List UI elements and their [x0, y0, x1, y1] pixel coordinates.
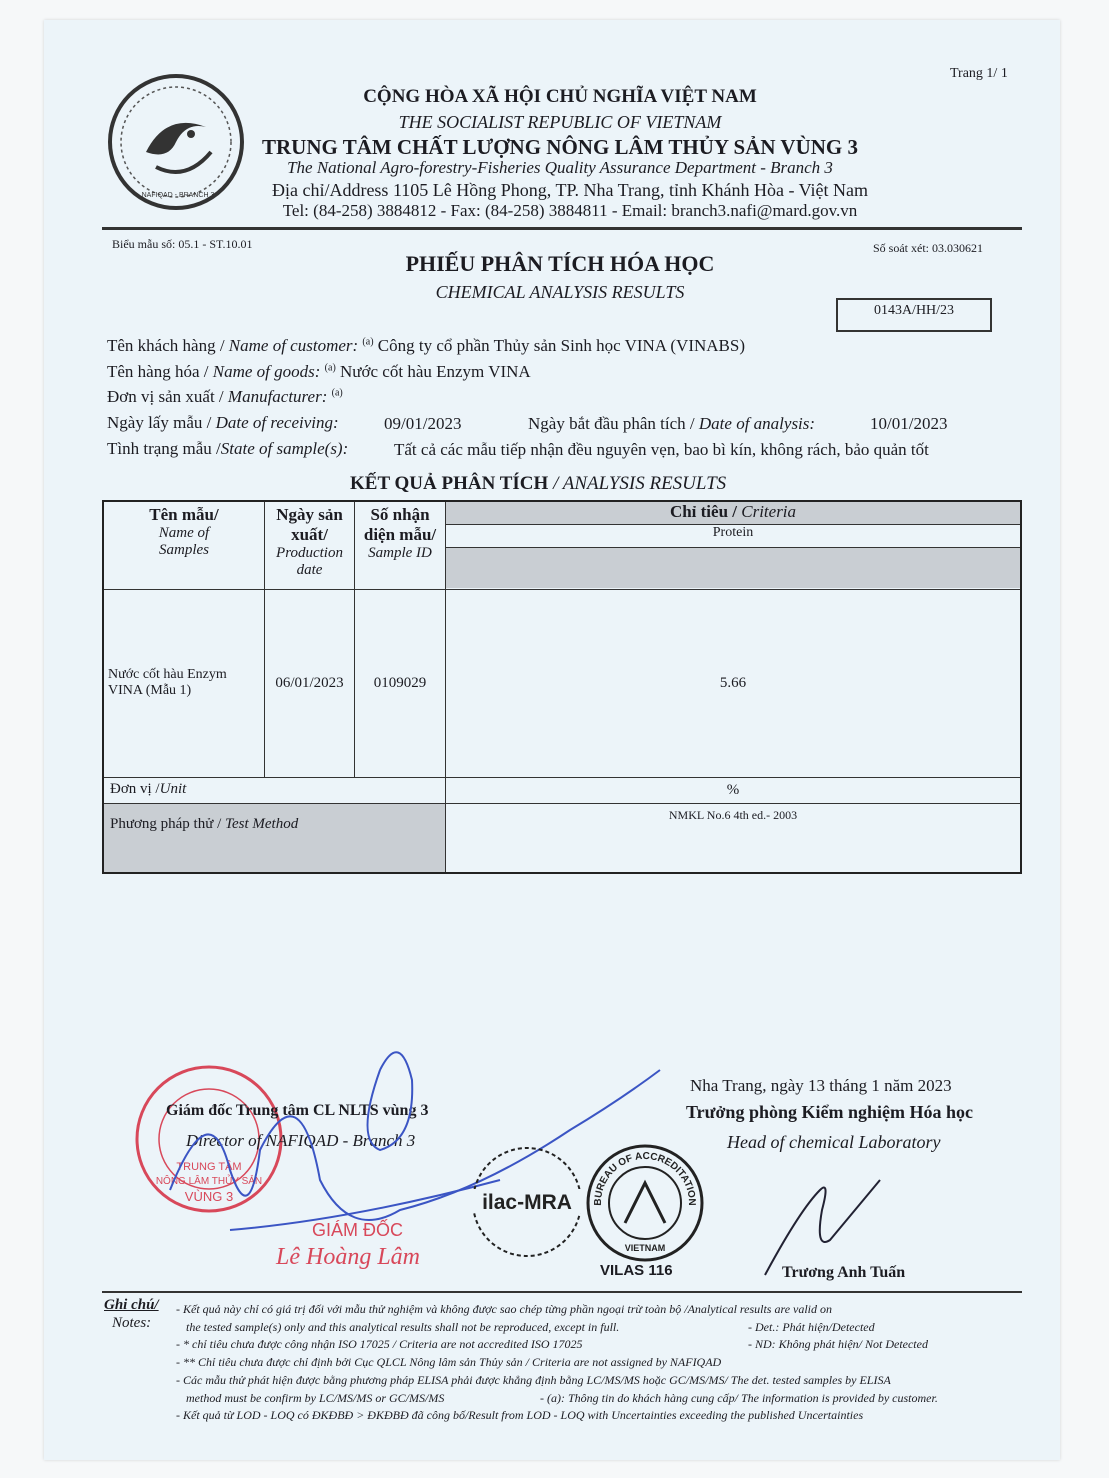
goods-value: Nước cốt hàu Enzym VINA — [340, 362, 531, 381]
nafiqad-logo — [106, 72, 246, 212]
org-name-en: The National Agro-forestry-Fisheries Quality Assurance Department - Branch 3 — [287, 158, 833, 177]
test-method-value: NMKL No.6 4th ed.- 2003 — [446, 803, 1022, 873]
receiving-date-field: Ngày lấy mẫu / Date of receiving: — [107, 413, 339, 432]
sample-id: 0109029 — [355, 589, 446, 777]
left-signer-title-vi: Giám đốc Trung tâm CL NLTS vùng 3 — [166, 1102, 429, 1119]
customer-value: Công ty cổ phần Thủy sản Sinh học VINA (VINABS) — [377, 336, 745, 355]
boa-accreditation-logo — [585, 1143, 705, 1263]
right-signature — [760, 1170, 900, 1280]
header-divider — [102, 227, 1022, 230]
receiving-date-value: 09/01/2023 — [384, 414, 462, 433]
notes-label-vi: Ghi chú/ — [104, 1297, 159, 1313]
vilas-number: VILAS 116 — [600, 1262, 673, 1279]
svg-text:BUREAU OF ACCREDITATION: BUREAU OF ACCREDITATION — [592, 1150, 698, 1206]
sample-name: Nước cốt hàu Enzym VINA (Mẫu 1) — [103, 589, 265, 777]
org-address: Địa chỉ/Address 1105 Lê Hồng Phong, TP. Nha Trang, tỉnh Khánh Hòa - Việt Nam — [271, 180, 869, 200]
criterion-protein: Protein — [446, 525, 1020, 548]
customer-field: Tên khách hàng / Name of customer: $^{(a)}$ Công ty cổ phần Thủy sản Sinh học VINA (VINABS) — [107, 336, 745, 355]
left-stamp-title: GIÁM ĐỐC — [312, 1220, 404, 1240]
country-name-en: THE SOCIALIST REPUBLIC OF VIETNAM — [398, 112, 722, 132]
country-name-vi: CỘNG HÒA XÃ HỘI CHỦ NGHĨA VIỆT NAM — [363, 86, 757, 107]
notes-label-en: Notes: — [112, 1315, 152, 1331]
manufacturer-field: Đơn vị sản xuất / Manufacturer: $^{(a)}$ — [107, 387, 343, 406]
right-signer-name: Trương Anh Tuấn — [782, 1264, 906, 1281]
left-signer-name: Lê Hoàng Lâm — [276, 1244, 421, 1270]
table-row — [103, 589, 1021, 777]
revision-number: Số soát xét: 03.030621 — [873, 241, 983, 255]
col-header-production-date: Ngày sản xuất/ Production date — [265, 501, 355, 589]
svg-text:VIETNAM: VIETNAM — [624, 1243, 666, 1253]
svg-text:ilac-MRA: ilac-MRA — [482, 1191, 572, 1214]
col-header-name: Tên mẫu/ Name of Samples — [103, 501, 265, 589]
results-table — [102, 500, 1022, 874]
org-contact: Tel: (84-258) 3884812 - Fax: (84-258) 3884811 - Email: branch3.nafi@mard.gov.vn — [282, 201, 858, 220]
document-title: PHIẾU PHÂN TÍCH HÓA HỌC — [405, 251, 715, 276]
sample-state-field: Tình trạng mẫu /State of sample(s): — [107, 439, 349, 458]
right-signer-title-vi: Trưởng phòng Kiểm nghiệm Hóa học — [686, 1102, 973, 1122]
svg-text:NAFIQAD - BRANCH 3: NAFIQAD - BRANCH 3 — [141, 192, 215, 199]
report-number: 0143A/HH/23 — [836, 298, 992, 332]
unit-label: Đơn vị /Unit — [103, 777, 446, 803]
notes-divider — [102, 1291, 1022, 1293]
col-header-criteria: Chỉ tiêu / Criteria Protein — [446, 501, 1022, 589]
goods-field: Tên hàng hóa / Name of goods: $^{(a)}$ Nước cốt hàu Enzym VINA — [107, 362, 531, 381]
protein-value: 5.66 — [446, 589, 1022, 777]
form-number: Biểu mẫu số: 05.1 - ST.10.01 — [112, 237, 253, 251]
left-signer-title-en: Director of NAFIQAD - Branch 3 — [186, 1131, 416, 1150]
ilac-mra-logo — [470, 1145, 585, 1260]
unit-value: % — [446, 777, 1022, 803]
document-subtitle: CHEMICAL ANALYSIS RESULTS — [435, 282, 685, 302]
analysis-date-value: 10/01/2023 — [870, 414, 948, 433]
org-name-vi: TRUNG TÂM CHẤT LƯỢNG NÔNG LÂM THỦY SẢN VÙNG 3 — [261, 135, 859, 159]
production-date: 06/01/2023 — [265, 589, 355, 777]
test-method-label: Phương pháp thử / Test Method — [103, 803, 446, 873]
sample-state-value: Tất cả các mẫu tiếp nhận đều nguyên vẹn, bao bì kín, không rách, bảo quản tốt — [394, 440, 929, 459]
svg-text:VÙNG 3: VÙNG 3 — [184, 1189, 234, 1204]
notes-list: - Kết quả này chỉ có giá trị đối với mẫu thử nghiệm và không được sao chép từng phần ngoại trừ toàn bộ /Analytical results are valid on the tested sample(s) only and this analytical results shall not be reproduced, except in full. - Det.: Phát hiện/Detected - * chỉ tiêu chưa được công nhận ISO 17025 / Criteria are not accredited ISO 17025 - ND: Không phát hiện/ Not Detected - ** Chỉ tiêu chưa được chỉ định bởi Cục QLCL Nông lâm sản Thủy sản / Criteria are not assigned by NAFIQAD - Các mẫu thử phát hiện được bằng phương pháp ELISA phải được khẳng định bằng LC/MS/MS hoặc GC/MS/MS/ The det. tested samples by ELISA method must be confirm by LC/MS/MS or GC/MS/MS - (a): Thông tin do khách hàng cung cấp/ The information is provided by customer. - Kết quả từ LOD - LOQ có ĐKĐBĐ > ĐKĐBĐ đã công bố/Result from LOD - LOQ with Uncertainties exceeding the published Uncertainties — [176, 1302, 938, 1423]
svg-text:NÔNG LÂM THỦY SẢN: NÔNG LÂM THỦY SẢN — [155, 1176, 263, 1187]
results-title: KẾT QUẢ PHÂN TÍCH / ANALYSIS RESULTS — [350, 473, 727, 494]
analysis-date-field: Ngày bắt đầu phân tích / Date of analysis: — [528, 414, 816, 433]
col-header-sample-id: Số nhận diện mẫu/ Sample ID — [355, 501, 446, 589]
page-number: Trang 1/ 1 — [950, 66, 1008, 81]
right-signer-title-en: Head of chemical Laboratory — [727, 1132, 941, 1152]
svg-text:TRUNG TÂM: TRUNG TÂM — [176, 1161, 242, 1173]
place-date: Nha Trang, ngày 13 tháng 1 năm 2023 — [690, 1076, 952, 1095]
